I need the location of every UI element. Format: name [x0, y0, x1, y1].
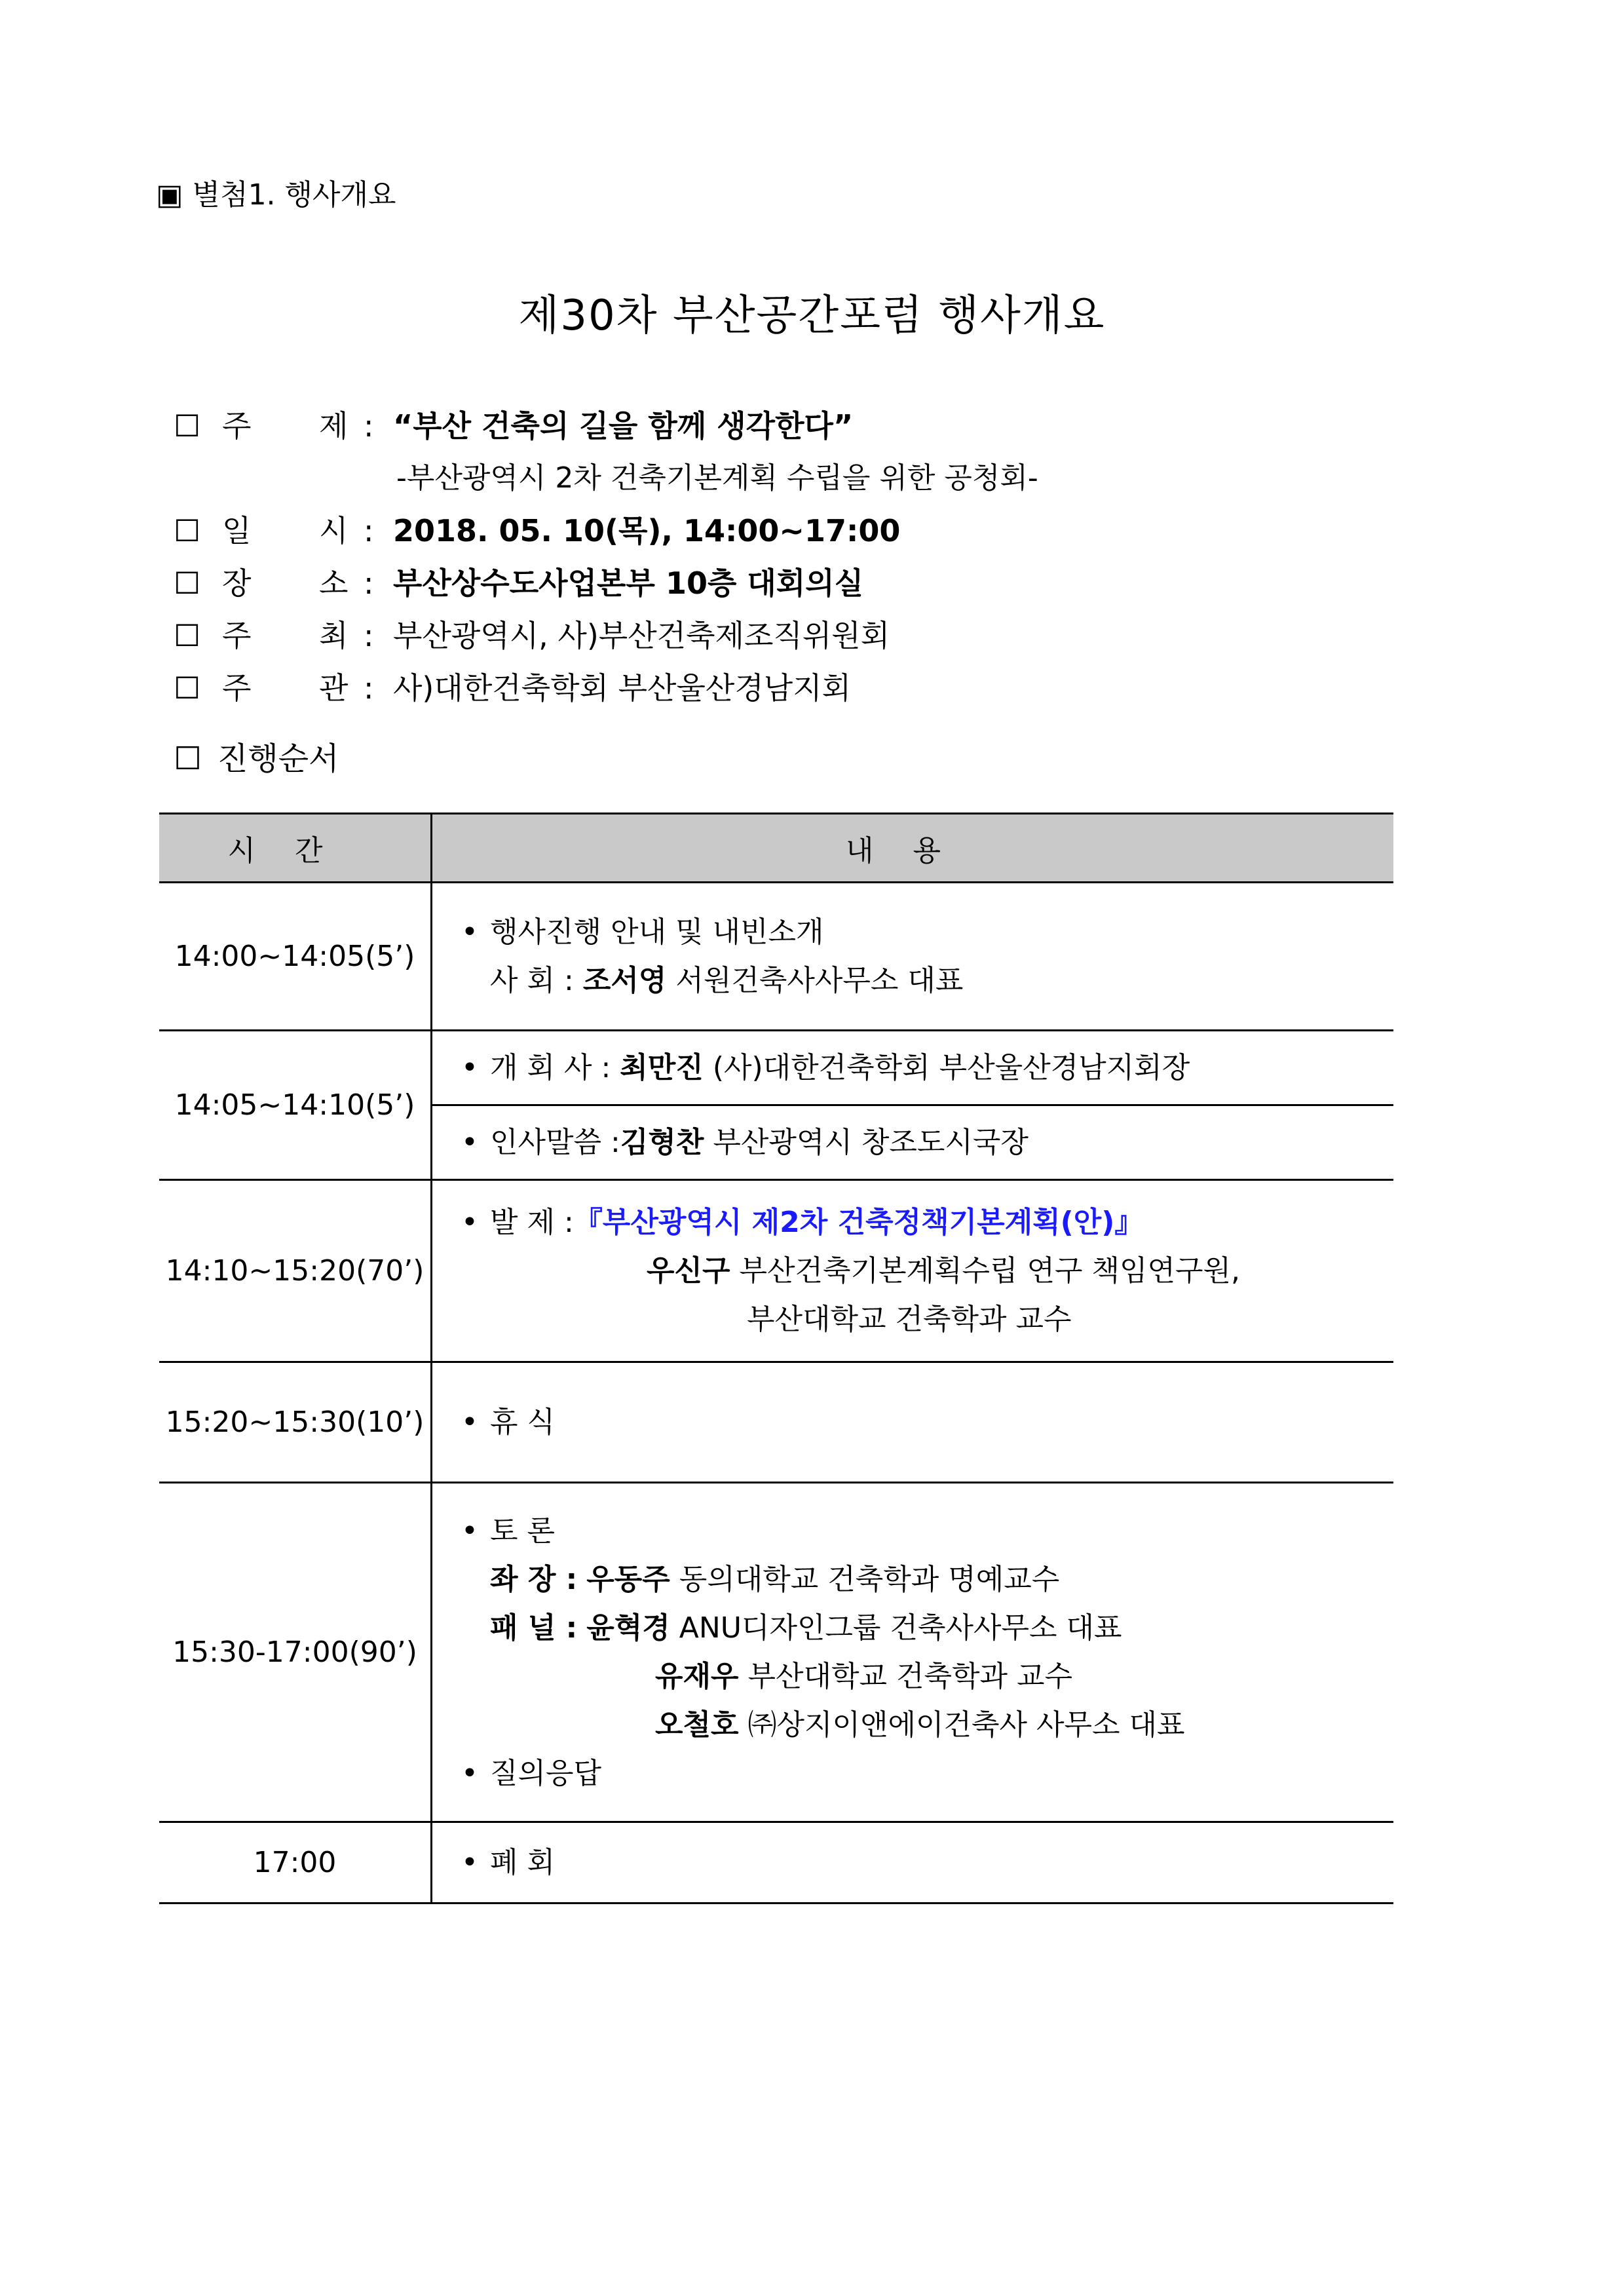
event-info: [174, 400, 1418, 714]
info-key: 제: [319, 408, 349, 444]
panel-desc: ㈜상지이앤에이건축사 사무소 대표: [747, 1708, 1185, 1742]
info-row-organizer: [174, 662, 1418, 714]
bullet-icon: •: [461, 1845, 478, 1879]
greet-desc: 부산광역시 창조도시국장: [713, 1125, 1029, 1159]
organizer-value: 사)대한건축학회 부산울산경남지회: [393, 670, 852, 706]
time-cell: 15:20~15:30(10’): [159, 1362, 432, 1483]
order-label: 진행순서: [217, 740, 339, 777]
theme-subtitle: -부산광역시 2차 건축기본계획 수립을 위한 공청회-: [396, 461, 1038, 495]
time-cell: 14:00~14:05(5’): [159, 883, 432, 1031]
pres-label: 발 제 :: [490, 1205, 574, 1239]
panel-name: 윤혁경: [586, 1611, 670, 1645]
content-cell: [432, 1483, 1394, 1822]
info-key: 주: [222, 408, 252, 444]
table-header-row: [159, 814, 1393, 883]
bullet-icon: •: [461, 1405, 478, 1439]
table-row: [159, 1483, 1393, 1822]
info-key: 관: [319, 670, 349, 706]
qa-label: 질의응답: [490, 1756, 602, 1790]
content-cell: [432, 883, 1394, 1031]
info-key: 주: [222, 618, 252, 653]
content-cell: [432, 1362, 1394, 1483]
greet-name: 김형찬: [620, 1125, 704, 1159]
mc-label: 사 회 :: [490, 963, 574, 997]
checkbox-icon: ☐: [174, 618, 201, 653]
checkbox-icon: ☐: [174, 670, 201, 706]
bullet-icon: •: [461, 1205, 478, 1239]
bullet-icon: •: [461, 1514, 478, 1548]
theme-value: “부산 건축의 길을 함께 생각한다”: [393, 408, 854, 444]
content-cell: [432, 1180, 1394, 1362]
bullet-icon: •: [461, 1756, 478, 1790]
chair-label: 좌 장 :: [490, 1562, 578, 1596]
info-row-theme: [174, 400, 1418, 452]
attachment-label: ▣ 별첨1. 행사개요: [156, 178, 396, 212]
open-name: 최만진: [620, 1050, 704, 1084]
header-time: 시간: [159, 814, 432, 883]
table-row: [159, 1822, 1393, 1904]
close-label: 폐 회: [490, 1845, 555, 1879]
info-row-datetime: [174, 505, 1418, 557]
schedule-table: [159, 813, 1393, 1904]
info-row-place: [174, 557, 1418, 609]
info-row-host: [174, 609, 1418, 662]
table-row: [159, 1031, 1393, 1105]
checkbox-icon: ☐: [174, 565, 201, 601]
table-row: [159, 1362, 1393, 1483]
place-value: 부산상수도사업본부 10층 대회의실: [393, 565, 864, 601]
info-colon: :: [364, 513, 374, 548]
info-colon: :: [364, 670, 374, 706]
info-key: 시: [319, 513, 349, 548]
content-cell: [432, 1822, 1394, 1904]
content-cell: [432, 1031, 1394, 1105]
bullet-icon: •: [461, 1125, 478, 1159]
time-cell: 17:00: [159, 1822, 432, 1904]
time-cell: 14:05~14:10(5’): [159, 1031, 432, 1180]
greet-label: 인사말씀 :: [490, 1125, 620, 1159]
table-row: [159, 883, 1393, 1031]
info-key: 주: [222, 670, 252, 706]
info-colon: :: [364, 565, 374, 601]
chair-name: 우동주: [586, 1562, 670, 1596]
info-key: 최: [319, 618, 349, 653]
panel-desc: ANU디자인그룹 건축사사무소 대표: [679, 1611, 1122, 1645]
checkbox-icon: ☐: [174, 513, 201, 548]
info-row-theme-sub: [174, 452, 1418, 505]
panel-desc: 부산대학교 건축학과 교수: [747, 1659, 1073, 1693]
datetime-value: 2018. 05. 10(목), 14:00~17:00: [393, 513, 901, 548]
row-text: 행사진행 안내 및 내빈소개: [490, 915, 824, 949]
order-heading: [174, 733, 339, 785]
pres-name: 우신구: [647, 1253, 730, 1288]
checkbox-icon: ☐: [174, 740, 202, 777]
panel-name: 오철호: [655, 1708, 739, 1742]
info-colon: :: [364, 408, 374, 444]
document-title: 제30차 부산공간포럼 행사개요: [518, 292, 1106, 340]
chair-desc: 동의대학교 건축학과 명예교수: [679, 1562, 1060, 1596]
checkbox-icon: ☐: [174, 408, 201, 444]
bullet-icon: •: [461, 915, 478, 949]
break-label: 휴 식: [490, 1405, 555, 1439]
open-label: 개 회 사 :: [490, 1050, 611, 1084]
header-content: 내용: [432, 814, 1394, 883]
host-value: 부산광역시, 사)부산건축제조직위원회: [393, 618, 890, 653]
pres-desc: 부산건축기본계획수립 연구 책임연구원,: [739, 1253, 1241, 1288]
pres-title: 『부산광역시 제2차 건축정책기본계획(안)』: [573, 1205, 1144, 1239]
info-key: 일: [222, 513, 252, 548]
info-colon: :: [364, 618, 374, 653]
mc-desc: 서원건축사사무소 대표: [675, 963, 964, 997]
info-key: 소: [319, 565, 349, 601]
open-desc: (사)대한건축학회 부산울산경남지회장: [712, 1050, 1190, 1084]
panel-label: 패 널 :: [490, 1611, 578, 1645]
table-row: [159, 1180, 1393, 1362]
disc-label: 토 론: [490, 1514, 555, 1548]
panel-name: 유재우: [655, 1659, 739, 1693]
time-cell: 15:30-17:00(90’): [159, 1483, 432, 1822]
mc-name: 조서영: [582, 963, 667, 997]
bullet-icon: •: [461, 1050, 478, 1084]
pres-desc: 부산대학교 건축학과 교수: [747, 1302, 1072, 1336]
info-key: 장: [222, 565, 252, 601]
time-cell: 14:10~15:20(70’): [159, 1180, 432, 1362]
content-cell: [432, 1105, 1394, 1180]
